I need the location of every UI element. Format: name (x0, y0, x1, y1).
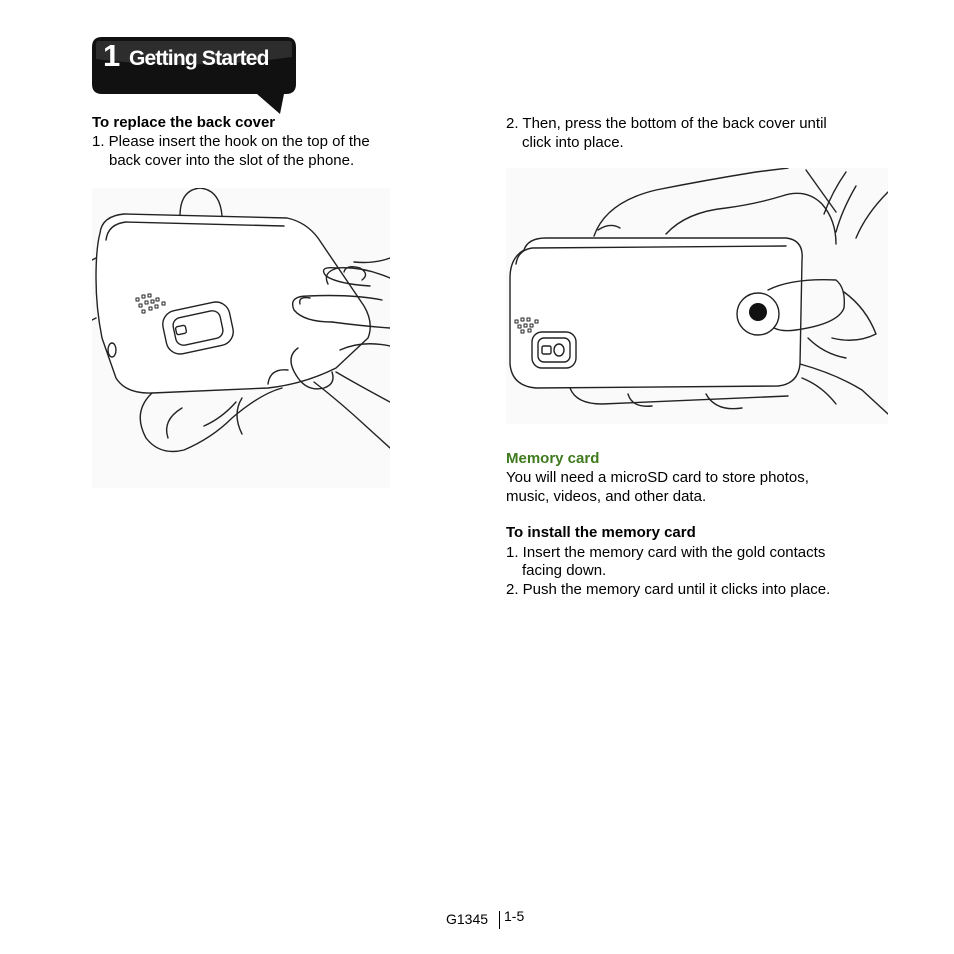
section-heading-replace-cover: To replace the back cover (92, 114, 276, 131)
chapter-title: Getting Started (129, 47, 269, 70)
footer-model: G1345 (446, 911, 489, 927)
memory-line-1: You will need a microSD card to store photos, (506, 469, 809, 486)
insert-hook-illustration (92, 188, 390, 488)
step-2-line-2: click into place. (522, 134, 624, 151)
section-heading-install-card: To install the memory card (506, 524, 696, 541)
step-1-line-2: back cover into the slot of the phone. (109, 152, 355, 169)
chapter-number: 1 (103, 38, 120, 73)
section-heading-memory-card: Memory card (506, 450, 600, 467)
install-step-2: 2. Push the memory card until it clicks into place. (506, 581, 831, 598)
step-1-line-1: 1. Please insert the hook on the top of the (92, 133, 370, 150)
footer-page-number: 1-5 (504, 908, 525, 924)
footer-divider (499, 911, 500, 929)
memory-line-2: music, videos, and other data. (506, 488, 707, 505)
install-step-1-line-2: facing down. (522, 562, 607, 579)
chapter-tab (92, 37, 296, 115)
press-cover-illustration (506, 168, 888, 424)
install-step-1-line-1: 1. Insert the memory card with the gold contacts (506, 544, 826, 561)
step-2-line-1: 2. Then, press the bottom of the back cover until (506, 115, 827, 132)
